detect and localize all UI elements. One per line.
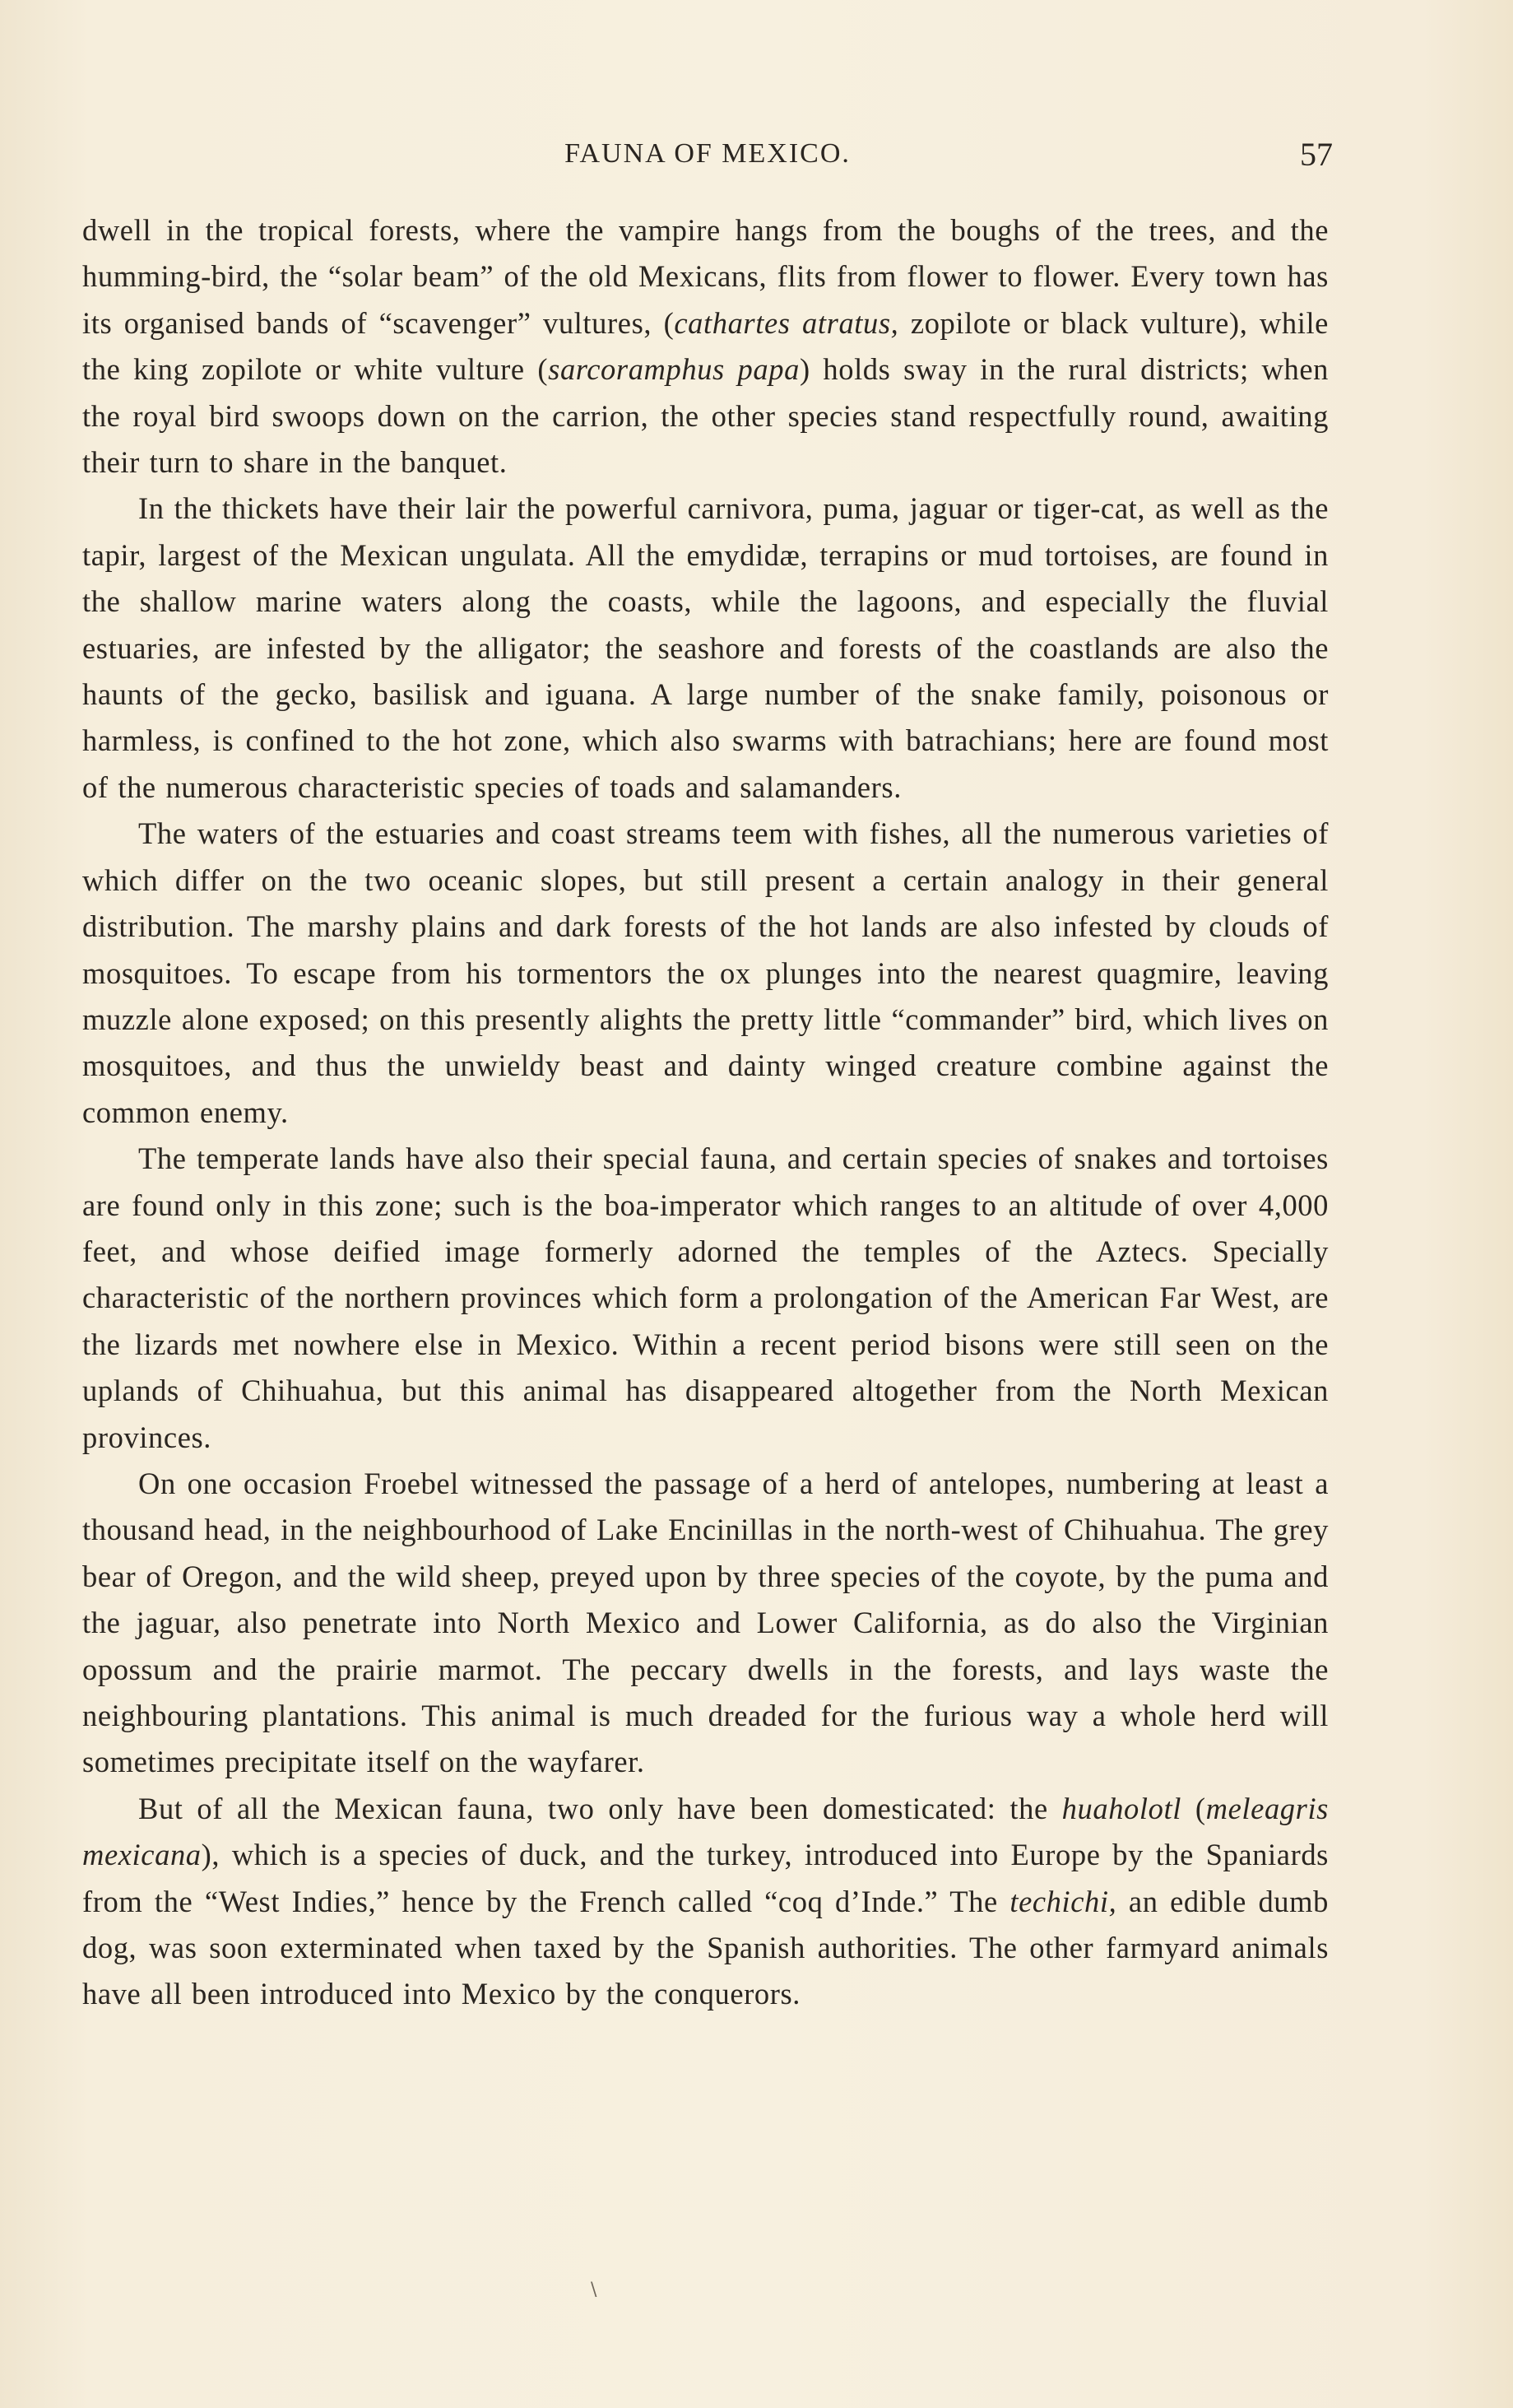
paragraph-6-italic-huaholotl: huaholotl (1061, 1791, 1181, 1825)
paragraph-1-italic-cathartes: cathartes atratus, (674, 305, 899, 340)
paragraph-6-text-e: ), which is a species of duck, and the turkey, introduced into Europe by the Spaniards from the “West Indies,” hence by the French called “coq d’Inde.” The (82, 1838, 1329, 1918)
paragraph-6-italic-techichi: techichi, (1009, 1884, 1117, 1918)
paragraph-3: The waters of the estuaries and coast streams teem with fishes, all the numerous varieties of which differ on the two oceanic slopes, but still present a certain analogy in their general distribution. The marshy plains and dark forests of the hot lands are also infested by clouds of mosquitoes. To escape from his tormentors the ox plunges into the nearest quagmire, leaving muzzle alone exposed; on this presently alights the pretty little “commander” bird, which lives on mosquitoes, and thus the unwieldy beast and dainty winged creature combine against the common enemy. (82, 816, 1329, 1129)
page-header (82, 132, 1333, 181)
body-text (82, 207, 1329, 2018)
stray-print-mark: \ (591, 2280, 597, 2300)
paragraph-6-text-g: an edible dumb dog, was soon exterminated when taxed by the Spanish authorities. The other farmyard animals have all been introduced into Mexico by the conquerors. (82, 1884, 1329, 2011)
paragraph-1 (82, 207, 1329, 486)
paragraph-1-text-e: ) holds sway in the rural districts; when the royal bird swoops down on the carrion, the other species stand respectfully round, awaiting their turn to share in the banquet. (82, 352, 1329, 480)
paragraph-1-text-a: dwell in the tropical forests, where the vampire hangs from the boughs of the trees, and the humming-bird, the “solar beam” of the old Mexicans, flits from flower to flower. Every town has its organised bands of “scavenger” vultures, ( (82, 213, 1329, 340)
page-number: 57 (1300, 136, 1333, 173)
paragraph-1-italic-sarcoramphus: sarcoramphus papa (548, 352, 800, 387)
paragraph-6-italic-meleagris: meleagris mexicana (82, 1791, 1329, 1872)
paragraph-6-text-c: ( (1181, 1791, 1206, 1825)
running-title: FAUNA OF MEXICO. (564, 138, 851, 169)
paragraph-5: On one occasion Froebel witnessed the passage of a herd of antelopes, numbering at least a thousand head, in the neighbourhood of Lake Encinillas in the north-west of Chihuahua. The grey bear of Oregon, and the wild sheep, preyed upon by three species of the coyote, by the puma and the jaguar, also penetrate into North Mexico and Lower California, as do also the Virginian opossum and the prairie marmot. The peccary dwells in the forests, and lays waste the neighbouring plantations. This animal is much dreaded for the furious way a whole herd will sometimes precipitate itself on the wayfarer. (82, 1466, 1329, 1779)
paragraph-6 (82, 1786, 1329, 2018)
paragraph-1-text-c: zopilote or black vulture), while the king zopilote or white vulture ( (82, 305, 1329, 387)
paragraph-4: The temperate lands have also their special fauna, and certain species of snakes and tortoises are found only in this zone; such is the boa-imperator which ranges to an altitude of over 4,000 feet, and whose deified image formerly adorned the temples of the Aztecs. Specially characteristic of the northern provinces which form a prolongation of the American Far West, are the lizards met nowhere else in Mexico. Within a recent period bisons were still seen on the uplands of Chihuahua, but this animal has disappeared altogether from the North Mexican provinces. (82, 1141, 1329, 1454)
paragraph-2: In the thickets have their lair the powerful carnivora, puma, jaguar or tiger-cat, as well as the tapir, largest of the Mexican ungulata. All the emydidæ, terrapins or mud tortoises, are found in the shallow marine waters along the coasts, while the lagoons, and especially the fluvial estuaries, are infested by the alligator; the seashore and forests of the coastlands are also the haunts of the gecko, basilisk and iguana. A large number of the snake family, poisonous or harmless, is confined to the hot zone, which also swarms with batrachians; here are found most of the numerous characteristic species of toads and salamanders. (82, 491, 1329, 804)
paragraph-6-text-a: But of all the Mexican fauna, two only have been domesticated: the (138, 1791, 1062, 1825)
